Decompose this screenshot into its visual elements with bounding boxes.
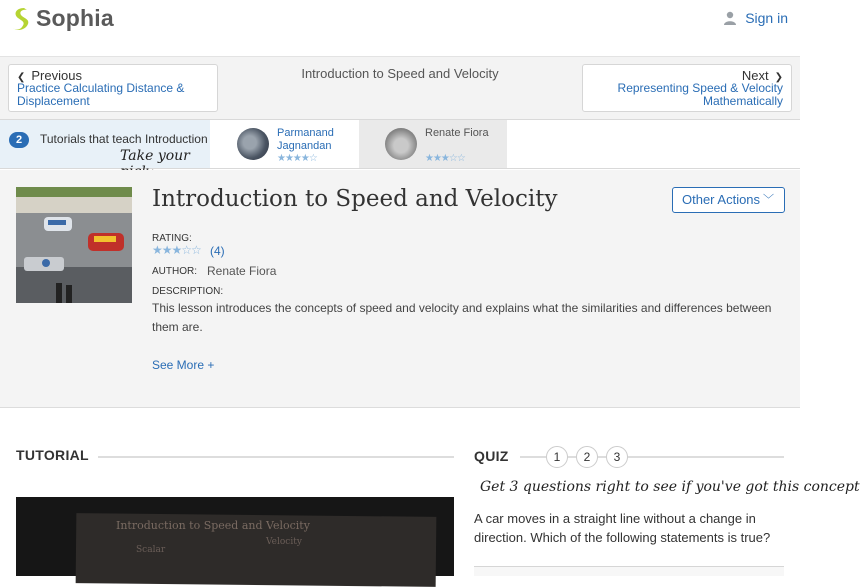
other-actions-dropdown[interactable] — [672, 187, 785, 213]
picker-text: Tutorials that teach Introduction — [40, 132, 208, 146]
description-label: DESCRIPTION: — [152, 286, 224, 297]
tutorial-count-badge: 2 — [9, 132, 29, 148]
lesson-nav — [0, 57, 800, 119]
sophia-logo[interactable] — [10, 5, 114, 32]
avatar — [385, 128, 417, 160]
whiteboard-text: Introduction to Speed and Velocity — [116, 519, 310, 532]
previous-label: ❮ Previous — [17, 68, 82, 83]
divider — [598, 456, 606, 458]
quiz-step-2[interactable]: 2 — [576, 446, 598, 468]
next-label: Next ❯ — [741, 68, 783, 83]
tutor-rating-stars: ★★★★☆ — [277, 153, 317, 164]
tutor-name: Renate Fiora — [425, 127, 489, 139]
quiz-heading: QUIZ — [474, 448, 509, 464]
race-cars-image — [16, 187, 132, 303]
divider — [628, 456, 784, 458]
answer-options[interactable] — [474, 566, 784, 576]
previous-lesson-button[interactable] — [8, 64, 218, 112]
next-lesson-title: Representing Speed & Velocity Mathematically — [617, 81, 783, 108]
top-bar — [0, 0, 800, 57]
author-name: Renate Fiora — [207, 264, 277, 278]
lesson-header — [0, 170, 800, 408]
sophia-logo-icon — [10, 7, 32, 31]
tutorial-picker — [0, 119, 800, 169]
divider — [520, 456, 546, 458]
whiteboard-text: Velocity — [266, 537, 302, 547]
quiz-step-3[interactable]: 3 — [606, 446, 628, 468]
see-more-link[interactable]: See More + — [152, 358, 215, 372]
other-actions-label: Other Actions — [682, 192, 761, 207]
rating-stars: ★★★☆☆ — [152, 243, 201, 257]
sign-in-label: Sign in — [745, 10, 788, 26]
quiz-instructions: Get 3 questions right to see if you've got this concept — [480, 479, 860, 495]
current-lesson-title: Introduction to Speed and Velocity — [301, 66, 499, 81]
lesson-description: This lesson introduces the concepts of speed and velocity and explains what the similarities and differences between them are. — [152, 301, 772, 334]
brand-name: Sophia — [36, 5, 114, 31]
tutor-card-parmanand[interactable] — [211, 120, 359, 168]
sign-in-link[interactable] — [723, 10, 788, 26]
chevron-left-icon: ❮ — [17, 72, 26, 83]
next-lesson-button[interactable] — [582, 64, 792, 112]
whiteboard-text: Scalar — [136, 545, 166, 555]
chevron-down-icon: ﹀ — [763, 194, 774, 206]
tutor-name: Parmanand Jagnandan — [277, 127, 334, 152]
quiz-step-1[interactable]: 1 — [546, 446, 568, 468]
tutor-rating-stars: ★★★☆☆ — [425, 153, 465, 164]
tutor-card-renate[interactable] — [359, 120, 507, 168]
divider — [568, 456, 576, 458]
tutorial-heading: TUTORIAL — [16, 447, 89, 463]
quiz-question: A car moves in a straight line without a change in direction. Which of the following statements is true? — [474, 511, 771, 545]
user-icon — [723, 11, 737, 25]
tutorial-video[interactable] — [16, 497, 454, 576]
previous-lesson-title: Practice Calculating Distance & Displacement — [17, 81, 185, 108]
picker-intro — [0, 120, 210, 168]
author-label: AUTHOR: — [152, 266, 197, 277]
avatar — [237, 128, 269, 160]
rating-count[interactable]: (4) — [210, 244, 225, 258]
divider — [98, 456, 454, 458]
lesson-title: Introduction to Speed and Velocity — [152, 186, 558, 212]
picker-handwritten: Take your — [120, 148, 190, 164]
rating-label: RATING: — [152, 233, 192, 244]
lesson-thumbnail — [16, 187, 132, 303]
chevron-right-icon: ❯ — [774, 72, 783, 83]
